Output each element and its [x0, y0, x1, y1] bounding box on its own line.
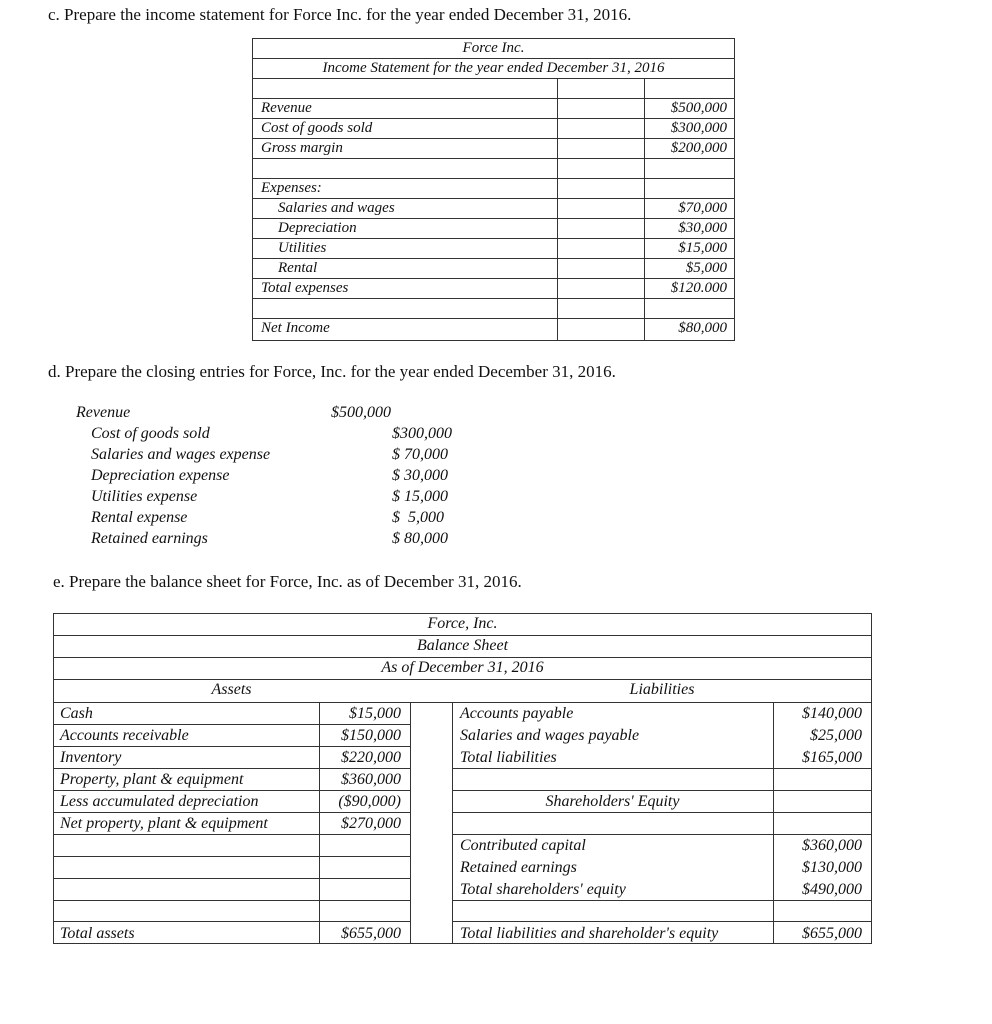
is-revenue-label: Revenue [261, 100, 312, 116]
bs-equity-value: $130,000 [802, 859, 862, 876]
bs-liabilities-header: Liabilities [629, 681, 695, 698]
bs-asset-label: Net property, plant & equipment [60, 815, 268, 832]
bs-liability-value: $165,000 [802, 749, 862, 766]
section-c-heading: c. Prepare the income statement for Force Inc. for the year ended December 31, 2016. [48, 5, 632, 24]
bs-total-assets-label: Total assets [60, 925, 135, 942]
bs-asset-label: Inventory [60, 749, 122, 766]
is-cogs-label: Cost of goods sold [261, 120, 373, 136]
bs-liability-value: $25,000 [810, 727, 862, 744]
ce-credit-label: Depreciation expense [91, 467, 230, 484]
bs-asset-value: ($90,000) [338, 793, 401, 810]
bs-total-liabilities-equity-label: Total liabilities and shareholder's equity [460, 925, 719, 942]
ce-credit-label: Salaries and wages expense [91, 446, 271, 463]
bs-liability-label: Total liabilities [460, 749, 557, 766]
ce-credit-value: $ 80,000 [392, 530, 448, 547]
is-cogs-value: $300,000 [670, 120, 727, 136]
bs-asset-label: Cash [60, 705, 93, 722]
ce-credit-value: $ 15,000 [392, 488, 448, 505]
ce-credit-label: Utilities expense [91, 488, 198, 505]
is-expense-label: Salaries and wages [278, 200, 395, 216]
bs-asset-value: $360,000 [341, 771, 401, 788]
is-expense-value: $15,000 [678, 240, 727, 256]
is-total-expenses-label: Total expenses [261, 280, 349, 296]
bs-liability-value: $140,000 [802, 705, 862, 722]
is-expense-label: Rental [278, 260, 318, 276]
ce-credit-value: $ 70,000 [392, 446, 448, 463]
bs-total-assets-value: $655,000 [341, 925, 401, 942]
bs-asset-value: $150,000 [341, 727, 401, 744]
section-e-heading: e. Prepare the balance sheet for Force, Inc. as of December 31, 2016. [53, 572, 522, 591]
bs-date: As of December 31, 2016 [381, 659, 544, 676]
bs-assets-header: Assets [211, 681, 252, 698]
is-net-income-value: $80,000 [678, 320, 727, 336]
bs-equity-value: $360,000 [802, 837, 862, 854]
ce-debit-label: Revenue [76, 404, 131, 421]
bs-total-liabilities-equity-value: $655,000 [802, 925, 862, 942]
bs-asset-value: $270,000 [341, 815, 401, 832]
is-net-income-label: Net Income [261, 320, 330, 336]
bs-equity-value: $490,000 [802, 881, 862, 898]
ce-credit-value: $ 5,000 [392, 509, 444, 526]
income-statement-title: Income Statement for the year ended December 31, 2016 [322, 60, 665, 76]
is-expense-value: $5,000 [685, 260, 727, 276]
is-revenue-value: $500,000 [670, 100, 727, 116]
ce-credit-label: Rental expense [91, 509, 188, 526]
bs-equity-label: Total shareholders' equity [460, 881, 626, 898]
ce-debit-value: $500,000 [331, 404, 391, 421]
is-expense-value: $30,000 [678, 220, 727, 236]
is-expense-value: $70,000 [678, 200, 727, 216]
bs-liability-label: Salaries and wages payable [460, 727, 640, 744]
bs-equity-label: Retained earnings [460, 859, 577, 876]
is-expense-label: Depreciation [278, 220, 357, 236]
income-statement-company: Force Inc. [462, 40, 525, 56]
bs-asset-label: Accounts receivable [60, 727, 189, 744]
ce-credit-value: $ 30,000 [392, 467, 448, 484]
bs-asset-value: $220,000 [341, 749, 401, 766]
ce-credit-label: Cost of goods sold [91, 425, 210, 442]
is-gross-margin-label: Gross margin [261, 140, 343, 156]
bs-equity-label: Contributed capital [460, 837, 586, 854]
is-gross-margin-value: $200,000 [670, 140, 727, 156]
bs-asset-label: Less accumulated depreciation [60, 793, 259, 810]
bs-asset-value: $15,000 [349, 705, 401, 722]
ce-credit-label: Retained earnings [91, 530, 208, 547]
is-total-expenses-value: $120.000 [670, 280, 727, 296]
bs-asset-label: Property, plant & equipment [60, 771, 244, 788]
section-d-heading: d. Prepare the closing entries for Force, Inc. for the year ended December 31, 2016. [48, 362, 616, 381]
ce-credit-value: $300,000 [392, 425, 452, 442]
is-expense-label: Utilities [278, 240, 327, 256]
bs-title: Balance Sheet [416, 637, 509, 654]
bs-company: Force, Inc. [427, 615, 498, 632]
bs-equity-header: Shareholders' Equity [545, 793, 680, 810]
is-expenses-label: Expenses: [261, 180, 322, 196]
bs-liability-label: Accounts payable [460, 705, 574, 722]
